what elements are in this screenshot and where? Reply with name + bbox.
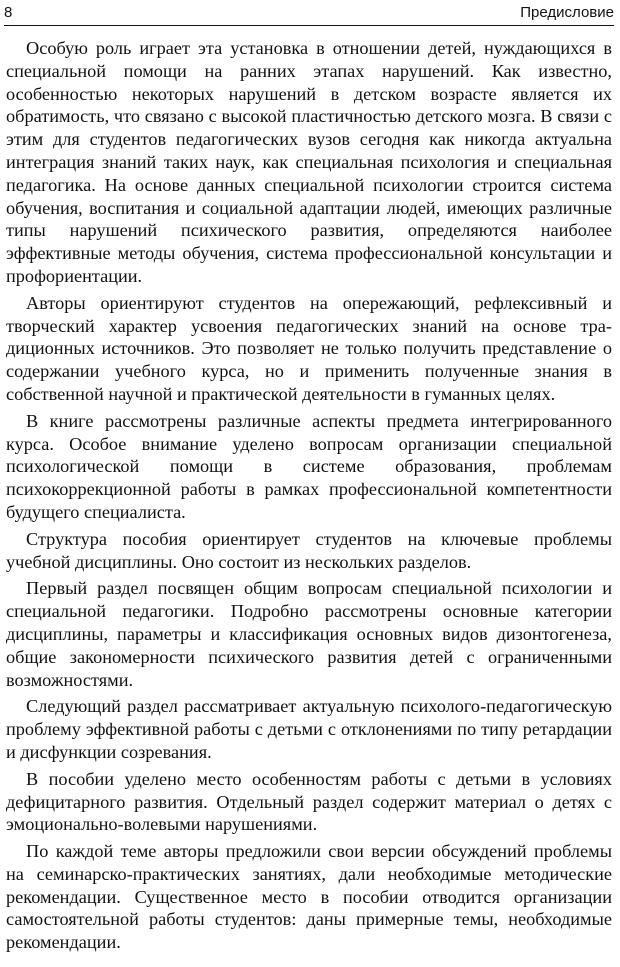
section-title: Предисловие (520, 4, 614, 21)
paragraph-3: В книге рассмотрены различные аспекты предмета интегрированного курса. Особое внимание уделено вопросам организации специальной психологической помощи в системе образования, проблемам психокоррекционной работы в рамках профессиональной компетентности будущего специалиста. (6, 410, 612, 522)
paragraph-1: Особую роль играет эта установка в отношении детей, нуждающихся в специальной помощи на ранних этапах нарушений. Как известно, особенностью некоторых нарушений в детском возрасте является их обратимость, что связано с высокой пластичностью детского мозга. В связи с этим для студентов педагогических вузов сегодня как никогда актуальна интеграция знаний таких наук, как специальная психология и специальная педагогика. На основе данных специальной психологии строится система обучения, воспитания и социальной адаптации людей, имеющих различные типы нарушений психического развития, определяются наиболее эффективные методы обучения, система профессиональной консультации и профориентации. (6, 38, 612, 286)
page-number: 8 (4, 4, 13, 21)
body-text (6, 37, 612, 958)
running-header (4, 3, 614, 26)
paragraph-2: Авторы ориентируют студентов на опережающий, рефлексивный и творческий характер усвоения педагогических знаний на основе традиционных источников. Это позволяет не только получить представление о содержании учебного курса, но и применить полученные знания в собственной научной и практической деятельности в гуманных целях. (6, 292, 612, 404)
paragraph-6: Следующий раздел рассматривает актуальную психолого-педагогическую проблему эффективной работы с детьми с отклонениями по типу ретардации и дисфункции созревания. (6, 696, 612, 762)
paragraph-8: По каждой теме авторы предложили свои версии обсуждений проблемы на семинарско-практических занятиях, дали необходимые методические рекомендации. Существенное место в пособии отводится организации самостоятельной работы студентов: даны примерные темы, необходимые рекомендации. (6, 841, 612, 953)
paragraph-5: Первый раздел посвящен общим вопросам специальной психологии и специальной педагогики. Подробно рассмотрены основные категории дисциплины, параметры и классификация основных видов дизонтогенеза, общие закономерности психического развития детей с ограниченными возможностями. (6, 578, 612, 690)
paragraph-7: В пособии уделено место особенностям работы с детьми в условиях дефицитарного развития. Отдельный раздел содержит материал о детях с эмоционально-волевыми нарушениями. (6, 768, 612, 835)
paragraph-4: Структура пособия ориентирует студентов на ключевые проблемы учебной дисциплины. Оно состоит из нескольких разделов. (6, 528, 612, 572)
